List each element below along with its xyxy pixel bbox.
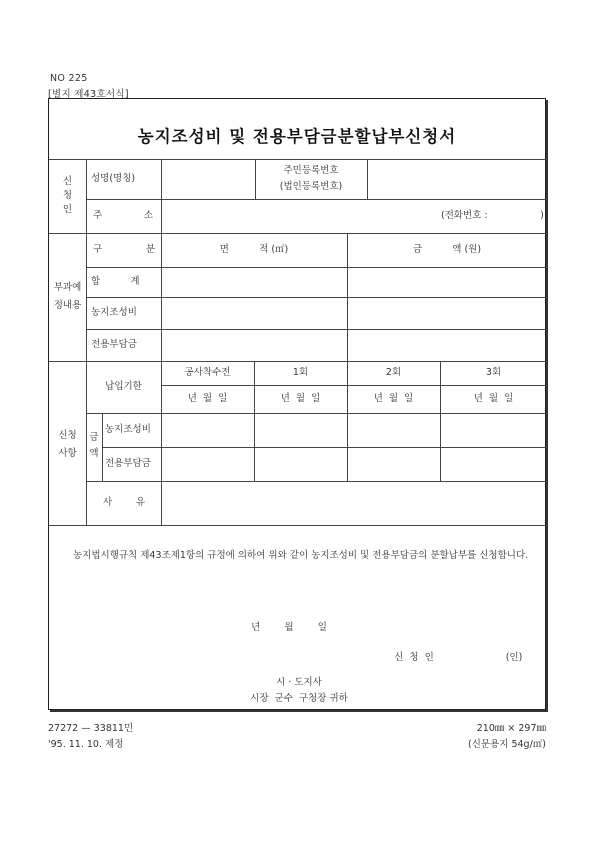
address-label-part-2: 소 <box>143 209 153 221</box>
conversion-amount-before-construction[interactable] <box>162 448 253 480</box>
installment-header-1: 1회 <box>292 366 309 378</box>
levy-total-amount-field[interactable] <box>348 268 546 296</box>
applicant-section-label: 신 청 인 <box>62 175 73 216</box>
levy-conversion-area-field[interactable] <box>162 330 346 360</box>
request-section-label-1: 신청 <box>58 429 77 441</box>
amount-row-farmland-fee: 농지조성비 <box>105 423 151 435</box>
request-section-label-2: 사항 <box>58 447 77 459</box>
farmland-amount-before-construction[interactable] <box>162 414 253 446</box>
amount-label-2: 액 <box>89 447 99 459</box>
reason-label <box>103 481 145 525</box>
levy-conversion-amount-field[interactable] <box>348 330 546 360</box>
installment-header-before-construction: 공사착수전 <box>184 366 231 378</box>
phone-label: (전화번호 : <box>441 209 488 221</box>
form-title: 농지조성비 및 전용부담금분할납부신청서 <box>137 127 457 146</box>
levy-amount-header: 금 액 (원) <box>412 243 482 255</box>
deadline-date-2[interactable]: 년 월 일 <box>373 392 414 404</box>
amount-label-1: 금 <box>89 431 99 443</box>
footer-paper-type: (신문용지 54g/㎡) <box>468 739 546 750</box>
levy-row-total: 합 계 <box>91 275 140 287</box>
application-date[interactable]: 년 월 일 <box>251 621 327 633</box>
levy-section-label-2: 정내용 <box>53 299 82 311</box>
application-statement: 농지법시행규칙 제43조제1항의 규정에 의하여 위와 같이 농지조성비 및 전용부담금의 분할납부를 신청합니다. <box>73 550 529 561</box>
footer-print-code: 27272 — 33811민 <box>48 723 134 734</box>
reason-field[interactable] <box>162 482 546 524</box>
rule-amount-sub-col <box>102 413 103 481</box>
conversion-amount-1[interactable] <box>255 448 346 480</box>
rule-request-bottom <box>49 525 547 526</box>
deadline-date-1[interactable]: 년 월 일 <box>280 392 321 404</box>
form-number: NO 225 <box>50 73 88 84</box>
name-field[interactable] <box>162 160 254 198</box>
deadline-date-3[interactable]: 년 월 일 <box>473 392 514 404</box>
name-label: 성명(명칭) <box>91 172 136 184</box>
id-number-label: 주민등록번호 <box>283 164 339 176</box>
id-number-field[interactable] <box>368 160 546 198</box>
farmland-amount-2[interactable] <box>348 414 439 446</box>
installment-header-3: 3회 <box>485 366 502 378</box>
reason-label-part-2: 유 <box>135 496 145 508</box>
recipient-governor: 시 · 도지사 <box>276 676 322 688</box>
levy-farmland-area-field[interactable] <box>162 298 346 328</box>
levy-total-area-field[interactable] <box>162 268 346 296</box>
corporate-id-label: (법인등록번호) <box>279 180 343 192</box>
levy-section-label-1: 부과예 <box>53 281 82 293</box>
seal-mark[interactable]: (인) <box>505 651 523 663</box>
form-attachment-label: [별지 제43호서식] <box>48 89 129 100</box>
conversion-amount-2[interactable] <box>348 448 439 480</box>
address-field[interactable] <box>162 200 432 232</box>
phone-label-close: ) <box>540 209 544 221</box>
levy-type-header <box>93 233 155 267</box>
levy-area-header: 면 적 (㎡) <box>219 243 289 255</box>
amount-row-conversion-charge: 전용부담금 <box>105 457 151 469</box>
applicant-signature-label: 신 청 인 <box>394 651 434 663</box>
conversion-amount-3[interactable] <box>441 448 546 480</box>
address-label <box>93 199 153 233</box>
rule-section-col <box>86 159 87 525</box>
levy-row-conversion-charge: 전용부담금 <box>91 338 137 350</box>
farmland-amount-1[interactable] <box>255 414 346 446</box>
installment-header-2: 2회 <box>385 366 402 378</box>
deadline-date-before-construction[interactable]: 년 월 일 <box>187 392 228 404</box>
levy-farmland-amount-field[interactable] <box>348 298 546 328</box>
levy-type-header-part-1: 구 <box>93 243 103 255</box>
footer-paper-size: 210㎜ × 297㎜ <box>476 723 546 734</box>
levy-row-farmland-fee: 농지조성비 <box>91 306 137 318</box>
footer-enacted-date: '95. 11. 10. 제정 <box>48 739 124 750</box>
levy-type-header-part-2: 분 <box>145 243 155 255</box>
reason-label-part-1: 사 <box>103 496 113 508</box>
deadline-label: 납입기한 <box>105 380 142 392</box>
address-label-part-1: 주 <box>93 209 103 221</box>
farmland-amount-3[interactable] <box>441 414 546 446</box>
form-frame <box>48 98 546 710</box>
recipient-mayor: 시장 군수 구청장 귀하 <box>250 692 348 704</box>
